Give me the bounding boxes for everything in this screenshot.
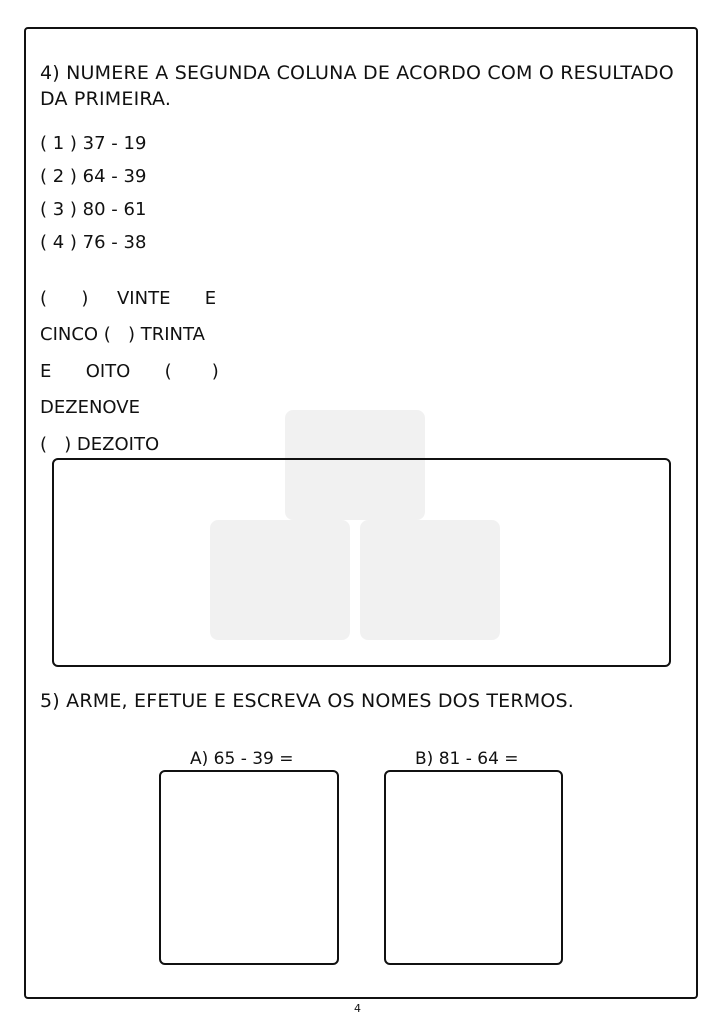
item-a-answer-box[interactable]	[159, 770, 339, 965]
expression-4: ( 4 ) 76 - 38	[40, 232, 147, 253]
expression-1: ( 1 ) 37 - 19	[40, 133, 147, 154]
question-4-title: 4) NUMERE A SEGUNDA COLUNA DE ACORDO COM O RESULTADO DA PRIMEIRA.	[40, 62, 674, 110]
question-5-title: 5) ARME, EFETUE E ESCREVA OS NOMES DOS TERMOS.	[40, 690, 574, 712]
expression-3: ( 3 ) 80 - 61	[40, 199, 147, 220]
option-line-4: DEZENOVE	[40, 397, 140, 418]
option-line-3: E OITO ( )	[40, 361, 219, 382]
page-number: 4	[354, 1002, 361, 1015]
option-line-5: ( ) DEZOITO	[40, 434, 160, 455]
option-line-2: CINCO ( ) TRINTA	[40, 324, 205, 345]
item-a-label: A) 65 - 39 =	[190, 749, 294, 769]
question-4-answer-box[interactable]	[52, 458, 671, 667]
expression-2: ( 2 ) 64 - 39	[40, 166, 147, 187]
option-line-1: ( ) VINTE E	[40, 288, 217, 309]
item-b-label: B) 81 - 64 =	[415, 749, 519, 769]
item-b-answer-box[interactable]	[384, 770, 563, 965]
